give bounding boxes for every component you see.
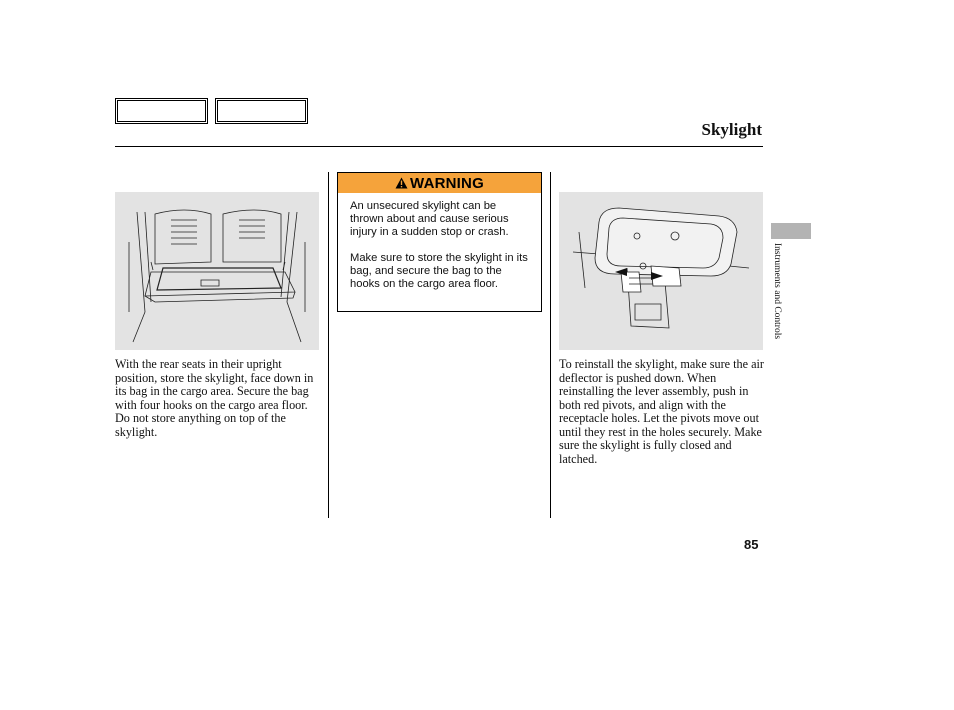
page-number: 85 [744, 537, 759, 552]
warning-paragraph-2: Make sure to store the skylight in its bag, and secure the bag to the hooks on the cargo area floor. [350, 251, 528, 291]
cargo-area-skylight-bag-illustration [115, 192, 319, 350]
warning-triangle-icon [395, 177, 408, 189]
warning-body [338, 193, 541, 291]
header-rule [115, 146, 763, 147]
warning-label: WARNING [410, 174, 484, 192]
warning-header [338, 173, 541, 193]
nav-button-1[interactable] [115, 98, 208, 124]
warning-box [337, 172, 542, 312]
left-paragraph: With the rear seats in their upright position, store the skylight, face down in its bag in the cargo area. Secure the bag with four hooks on the cargo area floor. Do not store anything on top of the skylight. [115, 357, 314, 439]
page-title: Skylight [701, 120, 762, 139]
section-label: Instruments and Controls [772, 243, 782, 340]
nav-button-2[interactable] [215, 98, 308, 124]
column-divider-right [550, 172, 551, 518]
skylight-lever-assembly-illustration [559, 192, 763, 350]
warning-paragraph-1: An unsecured skylight can be thrown about and cause serious injury in a sudden stop or crash. [350, 200, 509, 239]
section-tab[interactable] [771, 223, 811, 239]
right-paragraph: To reinstall the skylight, make sure the air deflector is pushed down. When reinstalling the lever assembly, push in both red pivots, and align with the receptacle holes. Let the pivots move out until they rest in the holes securely. Make sure the skylight is fully closed and latched. [559, 357, 764, 466]
column-divider-left [328, 172, 329, 518]
